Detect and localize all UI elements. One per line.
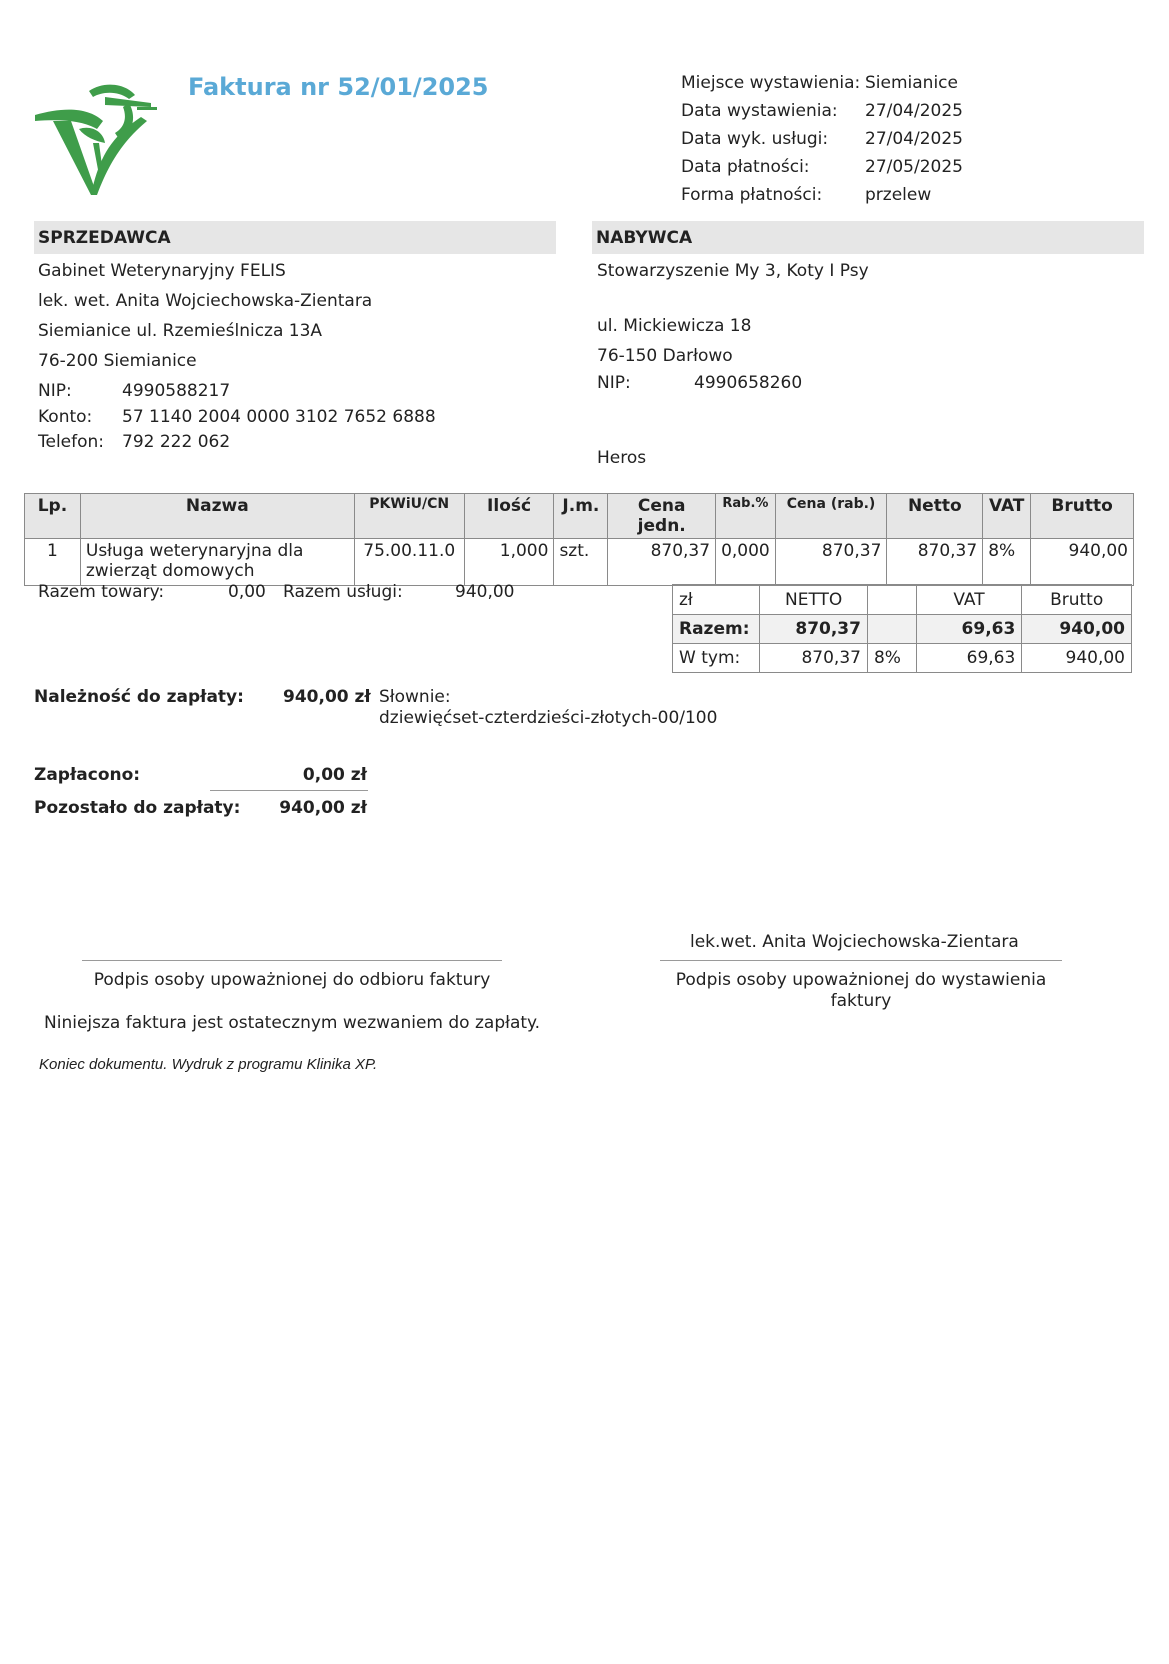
col-price: Cena jedn. bbox=[608, 494, 716, 539]
meta-row bbox=[681, 183, 1141, 211]
table-row bbox=[25, 539, 1134, 586]
meta-row bbox=[681, 155, 1141, 183]
item-qty: 1,000 bbox=[464, 539, 554, 586]
veterinary-logo-icon bbox=[33, 77, 159, 195]
summary-net-header: NETTO bbox=[760, 585, 868, 615]
seller-phone: 792 222 062 bbox=[122, 432, 231, 452]
col-pkwiu: PKWiU/CN bbox=[354, 494, 464, 539]
meta-value: przelew bbox=[865, 185, 932, 205]
seller-heading-text: SPRZEDAWCA bbox=[38, 228, 171, 248]
invoice-meta bbox=[681, 71, 1141, 211]
summary-breakdown-gross: 940,00 bbox=[1022, 644, 1132, 673]
amount-in-words-label: Słownie: bbox=[379, 687, 451, 707]
meta-label: Miejsce wystawienia: bbox=[681, 73, 861, 93]
seller-nip: 4990588217 bbox=[122, 381, 231, 401]
amount-due-label: Należność do zapłaty: bbox=[34, 687, 244, 707]
item-lp: 1 bbox=[25, 539, 81, 586]
meta-value: 27/05/2025 bbox=[865, 157, 963, 177]
col-lp: Lp. bbox=[25, 494, 81, 539]
invoice-title: Faktura nr 52/01/2025 bbox=[188, 73, 489, 101]
meta-value: Siemianice bbox=[865, 73, 958, 93]
services-total-label: Razem usługi: bbox=[283, 582, 403, 602]
summary-header-row bbox=[673, 585, 1132, 615]
summary-total-label: Razem: bbox=[673, 615, 760, 644]
summary-breakdown-row bbox=[673, 644, 1132, 673]
seller-nip-label: NIP: bbox=[38, 381, 72, 401]
final-notice: Niniejsza faktura jest ostatecznym wezwaniem do zapłaty. bbox=[44, 1013, 541, 1033]
meta-row bbox=[681, 99, 1141, 127]
buyer-heading bbox=[592, 221, 1144, 254]
item-name-line: zwierząt domowych bbox=[85, 561, 255, 581]
summary-total-net: 870,37 bbox=[760, 615, 868, 644]
summary-total-rate bbox=[867, 615, 916, 644]
col-name: Nazwa bbox=[80, 494, 354, 539]
items-table bbox=[24, 493, 1134, 586]
summary-total-row bbox=[673, 615, 1132, 644]
remaining-amount: 940,00 zł bbox=[279, 798, 367, 818]
summary-currency: zł bbox=[673, 585, 760, 615]
goods-total: 0,00 bbox=[228, 582, 266, 602]
meta-value: 27/04/2025 bbox=[865, 129, 963, 149]
items-header-row bbox=[25, 494, 1134, 539]
col-discount: Rab.% bbox=[716, 494, 776, 539]
meta-row bbox=[681, 127, 1141, 155]
seller-address: Siemianice ul. Rzemieślnicza 13A bbox=[38, 321, 323, 341]
item-discount: 0,000 bbox=[716, 539, 776, 586]
summary-total-gross: 940,00 bbox=[1022, 615, 1132, 644]
item-price-discounted: 870,37 bbox=[775, 539, 887, 586]
issuer-signature-caption-line: Podpis osoby upoważnionej do wystawienia bbox=[675, 970, 1047, 990]
buyer-name: Stowarzyszenie My 3, Koty I Psy bbox=[597, 261, 869, 281]
summary-breakdown-rate: 8% bbox=[867, 644, 916, 673]
buyer-note: Heros bbox=[597, 448, 647, 468]
item-price: 870,37 bbox=[608, 539, 716, 586]
summary-gross-header: Brutto bbox=[1022, 585, 1132, 615]
amount-in-words: dziewięćset-czterdzieści-złotych-00/100 bbox=[379, 708, 718, 728]
meta-label: Forma płatności: bbox=[681, 185, 823, 205]
col-gross: Brutto bbox=[1031, 494, 1134, 539]
remaining-label: Pozostało do zapłaty: bbox=[34, 798, 241, 818]
item-name-line: Usługa weterynaryjna dla bbox=[85, 541, 304, 561]
item-pkwiu: 75.00.11.0 bbox=[354, 539, 464, 586]
vat-summary-table bbox=[672, 584, 1132, 673]
document-footer: Koniec dokumentu. Wydruk z programu Klinika XP. bbox=[39, 1056, 378, 1073]
summary-breakdown-vat: 69,63 bbox=[916, 644, 1022, 673]
item-gross: 940,00 bbox=[1031, 539, 1134, 586]
seller-account-label: Konto: bbox=[38, 407, 93, 427]
issuer-name: lek.wet. Anita Wojciechowska-Zientara bbox=[690, 932, 1019, 952]
receiver-signature-line bbox=[82, 960, 502, 961]
paid-amount: 0,00 zł bbox=[302, 765, 367, 785]
summary-breakdown-label: W tym: bbox=[673, 644, 760, 673]
buyer-city: 76-150 Darłowo bbox=[597, 346, 733, 366]
seller-account: 57 1140 2004 0000 3102 7652 6888 bbox=[122, 407, 436, 427]
seller-phone-label: Telefon: bbox=[38, 432, 105, 452]
meta-value: 27/04/2025 bbox=[865, 101, 963, 121]
seller-city: 76-200 Siemianice bbox=[38, 351, 197, 371]
buyer-address: ul. Mickiewicza 18 bbox=[597, 316, 752, 336]
buyer-nip: 4990658260 bbox=[694, 373, 803, 393]
receiver-signature-caption: Podpis osoby upoważnionej do odbioru faktury bbox=[93, 970, 491, 990]
summary-total-vat: 69,63 bbox=[916, 615, 1022, 644]
meta-label: Data płatności: bbox=[681, 157, 810, 177]
col-vat: VAT bbox=[983, 494, 1031, 539]
seller-person: lek. wet. Anita Wojciechowska-Zientara bbox=[38, 291, 373, 311]
summary-vat-header: VAT bbox=[916, 585, 1022, 615]
seller-heading bbox=[34, 221, 556, 254]
issuer-signature-caption-line: faktury bbox=[830, 991, 892, 1011]
col-price-discounted: Cena (rab.) bbox=[775, 494, 887, 539]
item-net: 870,37 bbox=[887, 539, 983, 586]
amount-due: 940,00 zł bbox=[283, 687, 371, 707]
item-unit: szt. bbox=[554, 539, 608, 586]
col-unit: J.m. bbox=[554, 494, 608, 539]
summary-rate-header bbox=[867, 585, 916, 615]
meta-label: Data wyk. usługi: bbox=[681, 129, 829, 149]
meta-row bbox=[681, 71, 1141, 99]
services-total: 940,00 bbox=[455, 582, 515, 602]
seller-name: Gabinet Weterynaryjny FELIS bbox=[38, 261, 286, 281]
col-net: Netto bbox=[887, 494, 983, 539]
paid-divider bbox=[210, 790, 368, 791]
buyer-nip-label: NIP: bbox=[597, 373, 631, 393]
meta-label: Data wystawienia: bbox=[681, 101, 838, 121]
summary-breakdown-net: 870,37 bbox=[760, 644, 868, 673]
item-vat: 8% bbox=[983, 539, 1031, 586]
paid-label: Zapłacono: bbox=[34, 765, 141, 785]
col-qty: Ilość bbox=[464, 494, 554, 539]
goods-total-label: Razem towary: bbox=[38, 582, 165, 602]
buyer-heading-text: NABYWCA bbox=[596, 228, 693, 248]
issuer-signature-line bbox=[660, 960, 1062, 961]
item-name bbox=[80, 539, 354, 586]
